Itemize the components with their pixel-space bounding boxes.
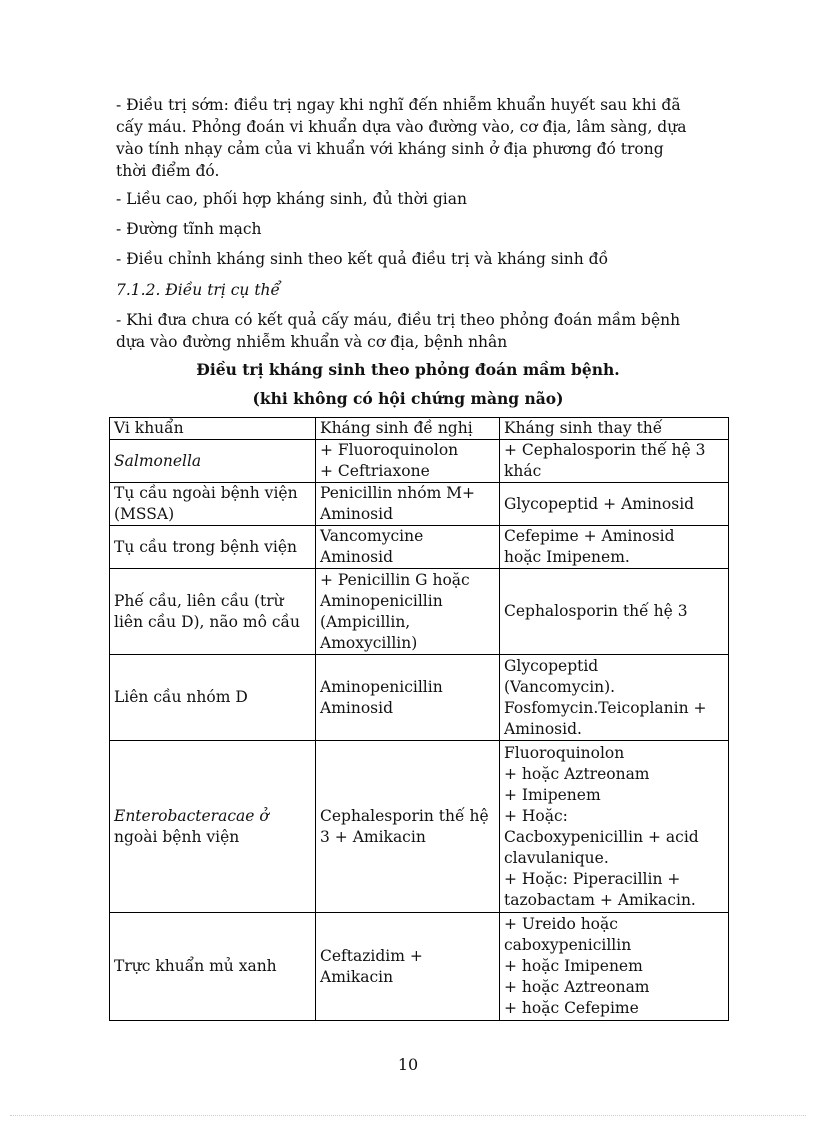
subheading-specific-treatment (116, 279, 718, 301)
text-line: - Đường tĩnh mạch (116, 220, 262, 238)
cell-line: (MSSA) (114, 505, 175, 523)
cell-line: Phế cầu, liên cầu (trừ (114, 591, 284, 610)
page-number: 10 (397, 1055, 419, 1074)
alternative-cell (500, 483, 729, 526)
cell-line: Aminopenicillin (320, 591, 443, 610)
cell-line: liên cầu D), não mô cầu (114, 612, 301, 631)
suggested-cell (316, 483, 500, 526)
text-line: - Khi đưa chưa có kết quả cấy máu, điều trị theo phỏng đoán mầm bệnh (116, 311, 681, 329)
cell-line: Fosfomycin.Teicoplanin + (504, 698, 707, 717)
cell-line: + Imipenem (504, 785, 601, 804)
cell-line: + Penicillin G hoặc (320, 570, 470, 589)
cell-line: + hoặc Cefepime (504, 999, 639, 1017)
header-cell: Kháng sinh thay thế (500, 418, 729, 440)
cell-line: Amikacin (320, 967, 394, 986)
cell-line: Trực khuẩn mủ xanh (114, 957, 277, 975)
page-bottom-divider (10, 1115, 806, 1116)
cell-line: Salmonella (114, 451, 202, 470)
header-cell: Kháng sinh đề nghị (316, 418, 500, 440)
suggested-cell (316, 440, 500, 483)
paragraph-empiric (116, 309, 718, 353)
cell-line: Glycopeptid (504, 656, 599, 675)
cell-line: + Hoặc: Piperacillin + (504, 869, 681, 888)
cell-line: + Hoặc: (504, 806, 568, 825)
cell-line: caboxypenicillin (504, 936, 632, 954)
cell-line: Tụ cầu trong bệnh viện (114, 537, 297, 556)
table-title: Điều trị kháng sinh theo phỏng đoán mầm bệnh. (196, 360, 620, 379)
cell-line: + Ceftriaxone (320, 462, 430, 480)
text-line: cấy máu. Phỏng đoán vi khuẩn dựa vào đường vào, cơ địa, lâm sàng, dựa (116, 118, 687, 136)
cell-line: + hoặc Aztreonam (504, 978, 650, 996)
table-row (110, 741, 729, 913)
text-line: - Điều trị sớm: điều trị ngay khi nghĩ đến nhiễm khuẩn huyết sau khi đã (116, 96, 681, 114)
bacteria-cell (110, 913, 316, 1021)
suggested-cell (316, 655, 500, 741)
text-line: dựa vào đường nhiễm khuẩn và cơ địa, bệnh nhân (116, 333, 508, 351)
cell-line: + Fluoroquinolon (320, 441, 459, 459)
cell-line: Cephalesporin thế hệ (320, 806, 489, 825)
cell-line: Glycopeptid + Aminosid (504, 494, 695, 513)
header-cell: Vi khuẩn (110, 418, 316, 440)
table-row (110, 913, 729, 1021)
bacteria-cell (110, 440, 316, 483)
cell-line: Tụ cầu ngoài bệnh viện (114, 484, 298, 502)
alternative-cell (500, 526, 729, 569)
alternative-cell (500, 913, 729, 1021)
suggested-cell (316, 526, 500, 569)
cell-line: Aminosid (320, 548, 393, 566)
suggested-cell (316, 741, 500, 913)
cell-line: Ceftazidim + (320, 946, 423, 965)
cell-line: Cefepime + Aminosid (504, 527, 675, 545)
bacteria-cell (110, 483, 316, 526)
text-line: - Liều cao, phối hợp kháng sinh, đủ thời gian (116, 190, 467, 208)
suggested-cell (316, 569, 500, 655)
table-row (110, 569, 729, 655)
cell-line: Aminosid (320, 698, 393, 717)
cell-line: Cephalosporin thế hệ 3 (504, 602, 688, 620)
cell-line: khác (504, 462, 542, 480)
bacteria-cell (110, 741, 316, 913)
cell-line: Aminosid. (504, 719, 582, 738)
table-row (110, 483, 729, 526)
cell-line: Fluoroquinolon (504, 743, 625, 762)
cell-line: + Cephalosporin thế hệ 3 (504, 441, 706, 459)
table-subtitle: (khi không có hội chứng màng não) (252, 389, 564, 408)
bacteria-cell (110, 526, 316, 569)
bacteria-cell (110, 655, 316, 741)
paragraph-early-treatment (116, 94, 718, 182)
cell-line: (Vancomycin). (504, 677, 616, 696)
cell-line: + hoặc Imipenem (504, 957, 643, 975)
alternative-cell (500, 440, 729, 483)
paragraph-adjust (116, 248, 718, 270)
bacteria-cell (110, 569, 316, 655)
text-line: - Điều chỉnh kháng sinh theo kết quả điều trị và kháng sinh đồ (116, 250, 609, 268)
text-line: vào tính nhạy cảm của vi khuẩn với kháng sinh ở địa phương đó trong (116, 140, 664, 158)
paragraph-high-dose (116, 188, 718, 210)
antibiotic-table (109, 417, 729, 1021)
cell-line: hoặc Imipenem. (504, 548, 630, 566)
cell-line: (Ampicillin, (320, 612, 411, 631)
cell-line: Vancomycine (320, 527, 424, 545)
subheading-text: 7.1.2. Điều trị cụ thể (116, 281, 281, 299)
cell-line: + Ureido hoặc (504, 915, 618, 933)
text-line: thời điểm đó. (116, 162, 220, 180)
table-row (110, 440, 729, 483)
table-row (110, 655, 729, 741)
cell-line: clavulanique. (504, 848, 609, 867)
paragraph-iv-route (116, 218, 718, 240)
table-row (110, 526, 729, 569)
alternative-cell (500, 741, 729, 913)
alternative-cell (500, 569, 729, 655)
cell-line: ngoài bệnh viện (114, 827, 240, 846)
cell-line: 3 + Amikacin (320, 827, 426, 846)
cell-line: Aminopenicillin (320, 677, 443, 696)
cell-line: Penicillin nhóm M+ (320, 484, 476, 502)
cell-line: + hoặc Aztreonam (504, 764, 650, 783)
cell-line: tazobactam + Amikacin. (504, 890, 696, 909)
cell-line: Enterobacteracae ở (114, 806, 269, 825)
cell-line: Amoxycillin) (320, 633, 418, 652)
suggested-cell (316, 913, 500, 1021)
alternative-cell (500, 655, 729, 741)
cell-line: Liên cầu nhóm D (114, 688, 248, 706)
cell-line: Aminosid (320, 505, 393, 523)
cell-line: Cacboxypenicillin + acid (504, 827, 699, 846)
table-header-row (110, 418, 729, 440)
